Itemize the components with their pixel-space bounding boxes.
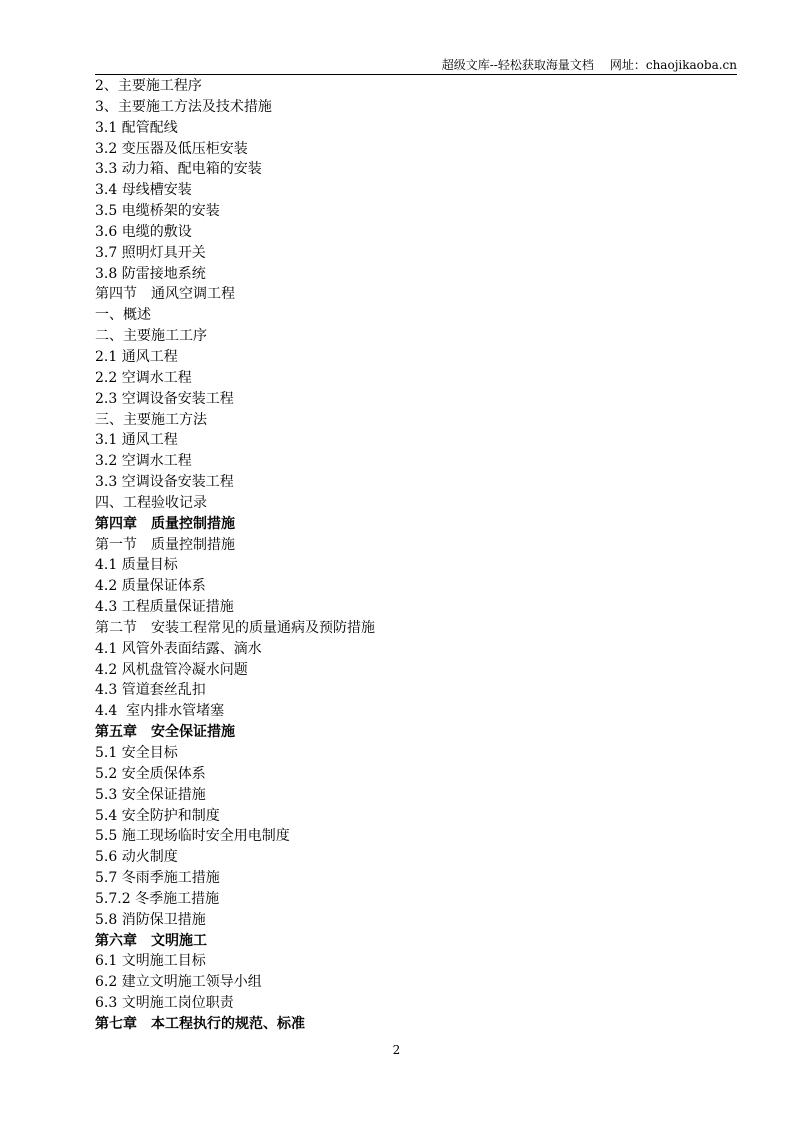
toc-chapter-heading: 第六章 文明施工 (95, 932, 207, 949)
toc-entry: 四、工程验收记录 (95, 494, 207, 511)
toc-entry: 5.7.2 冬季施工措施 (95, 890, 220, 907)
toc-entry: 3.4 母线槽安装 (95, 182, 192, 199)
toc-entry: 二、主要施工工序 (95, 328, 207, 345)
toc-entry: 3.7 照明灯具开关 (95, 244, 206, 261)
toc-entry: 2.2 空调水工程 (95, 369, 192, 386)
toc-entry: 一、概述 (95, 307, 151, 324)
toc-entry: 2.3 空调设备安装工程 (95, 390, 234, 407)
toc-entry: 5.8 消防保卫措施 (95, 911, 206, 928)
toc-entry: 3、主要施工方法及技术措施 (95, 98, 272, 115)
toc-entry: 3.5 电缆桥架的安装 (95, 203, 220, 220)
toc-chapter-heading: 第五章 安全保证措施 (95, 724, 235, 741)
toc-chapter-heading: 第七章 本工程执行的规范、标准 (95, 1015, 305, 1032)
header-site: 网址：chaojikaoba.cn (609, 58, 737, 72)
toc-entry: 5.3 安全保证措施 (95, 786, 206, 803)
toc-entry: 5.1 安全目标 (95, 745, 178, 761)
toc-entry: 4.3 管道套丝乱扣 (95, 682, 206, 699)
table-of-contents (95, 76, 735, 1035)
toc-entry: 2.1 通风工程 (95, 348, 178, 365)
toc-entry: 4.1 质量目标 (95, 557, 178, 574)
page-number: 2 (392, 1043, 401, 1057)
toc-entry: 4.3 工程质量保证措施 (95, 599, 234, 616)
toc-entry: 第四节 通风空调工程 (95, 286, 235, 303)
toc-entry: 3.3 动力箱、配电箱的安装 (95, 161, 262, 178)
toc-entry: 2、主要施工程序 (95, 78, 202, 94)
toc-entry: 5.6 动火制度 (95, 849, 178, 866)
toc-entry: 3.1 配管配线 (95, 119, 178, 136)
toc-entry: 4.1 风管外表面结露、滴水 (95, 640, 262, 657)
header-rule (95, 74, 737, 75)
toc-entry: 4.4 室内排水管堵塞 (95, 703, 225, 720)
toc-entry: 3.8 防雷接地系统 (95, 265, 206, 282)
toc-entry: 5.5 施工现场临时安全用电制度 (95, 828, 290, 845)
toc-entry: 三、主要施工方法 (95, 411, 207, 428)
toc-entry: 5.7 冬雨季施工措施 (95, 870, 220, 887)
toc-entry: 5.4 安全防护和制度 (95, 807, 220, 824)
toc-entry: 第一节 质量控制措施 (95, 536, 235, 553)
toc-entry: 6.3 文明施工岗位职责 (95, 995, 234, 1012)
header-title: 超级文库--轻松获取海量文档 (441, 58, 594, 72)
toc-entry: 第二节 安装工程常见的质量通病及预防措施 (95, 619, 375, 636)
toc-entry: 3.1 通风工程 (95, 432, 178, 449)
toc-entry: 3.2 空调水工程 (95, 453, 192, 470)
toc-entry: 4.2 质量保证体系 (95, 578, 206, 595)
toc-entry: 6.2 建立文明施工领导小组 (95, 974, 262, 991)
toc-chapter-heading: 第四章 质量控制措施 (95, 515, 235, 532)
toc-entry: 3.6 电缆的敷设 (95, 223, 192, 240)
toc-entry: 5.2 安全质保体系 (95, 765, 206, 782)
toc-entry: 6.1 文明施工目标 (95, 953, 206, 970)
toc-entry: 3.3 空调设备安装工程 (95, 474, 234, 491)
toc-entry: 4.2 风机盘管冷凝水问题 (95, 661, 248, 678)
toc-entry: 3.2 变压器及低压柜安装 (95, 140, 248, 157)
page-header (95, 57, 737, 73)
